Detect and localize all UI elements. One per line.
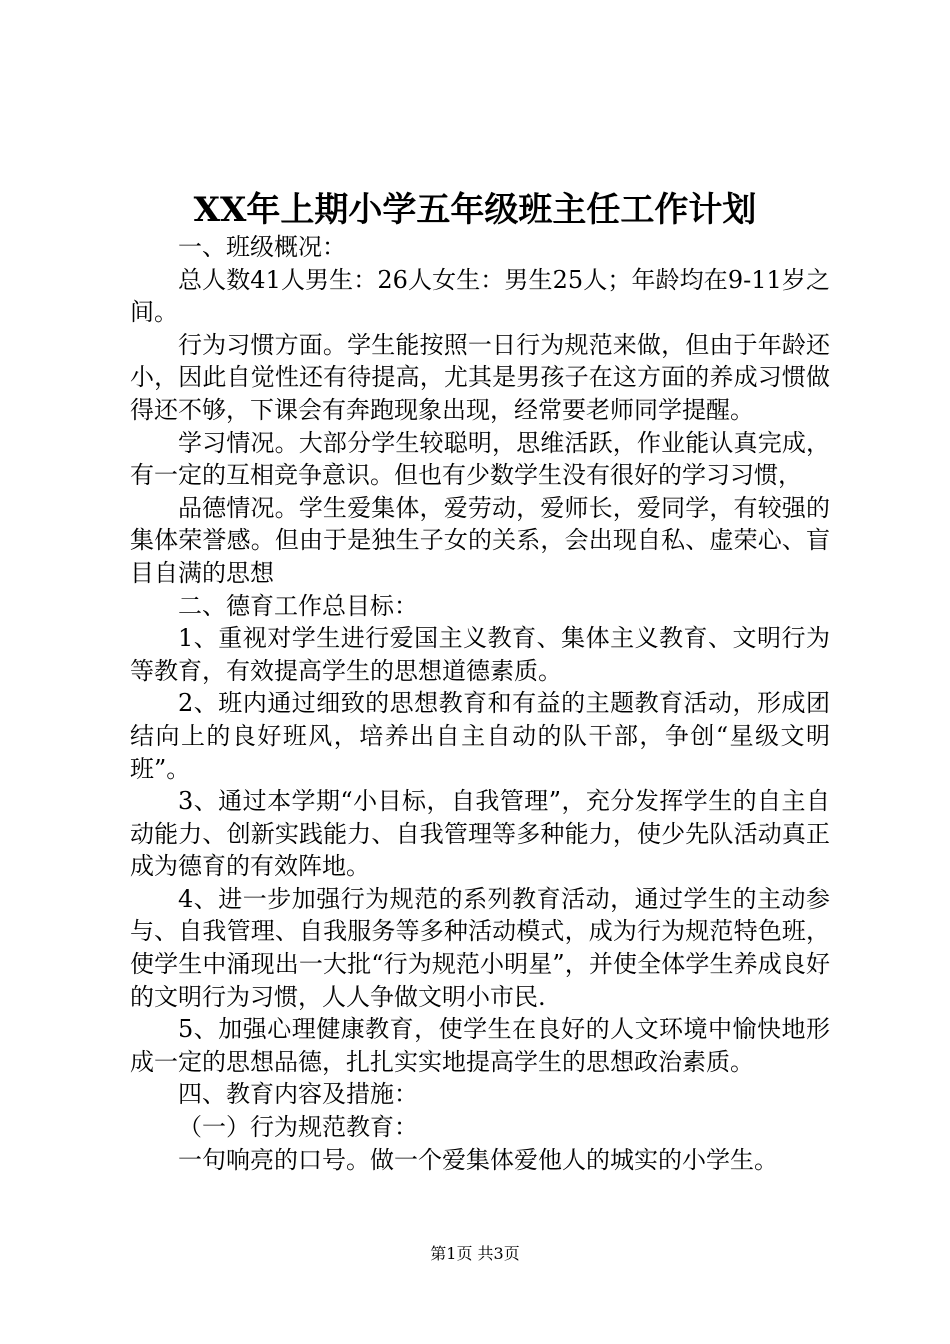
goal-item-5: 5、加强心理健康教育，使学生在良好的人文环境中愉快地形成一定的思想品德，扎扎实实地提高学生的思想政治素质。 — [130, 1015, 830, 1076]
goal-item-1: 1、重视对学生进行爱国主义教育、集体主义教育、文明行为等教育，有效提高学生的思想道德素质。 — [130, 624, 830, 685]
paragraph-learning-situation: 学习情况。大部分学生较聪明，思维活跃，作业能认真完成，有一定的互相竞争意识。但也有少数学生没有很好的学习习惯， — [130, 428, 830, 490]
paragraph-class-size: 总人数41人男生：26人女生：男生25人；年龄均在9-11岁之间。 — [130, 265, 830, 327]
paragraph-behavior-habits: 行为习惯方面。学生能按照一日行为规范来做，但由于年龄还小，因此自觉性还有待提高，尤其是男孩子在这方面的养成习惯做得还不够，下课会有奔跑现象出现，经常要老师同学提醒。 — [130, 330, 830, 424]
paragraph-slogan: 一句响亮的口号。做一个爱集体爱他人的城实的小学生。 — [178, 1145, 778, 1174]
section-heading-moral-goals: 二、德育工作总目标： — [178, 591, 418, 620]
document-body — [130, 231, 830, 1176]
section-heading-content-measures: 四、教育内容及措施： — [178, 1080, 418, 1109]
goal-item-3: 3、通过本学期“小目标，自我管理”，充分发挥学生的自主自动能力、创新实践能力、自我管理等多种能力，使少先队活动真正成为德育的有效阵地。 — [130, 787, 830, 881]
document-title: XX年上期小学五年级班主任工作计划 — [193, 190, 757, 230]
goal-item-2: 2、班内通过细致的思想教育和有益的主题教育活动，形成团结向上的良好班风，培养出自主自动的队干部，争创“星级文明班”。 — [130, 689, 830, 783]
section-heading-class-overview: 一、班级概况： — [178, 233, 346, 261]
page-number-footer: 第1页 共3页 — [430, 1244, 520, 1263]
paragraph-moral-character: 品德情况。学生爱集体，爱劳动，爱师长，爱同学，有较强的集体荣誉感。但由于是独生子女的关系，会出现自私、虚荣心、盲目自满的思想 — [130, 493, 830, 587]
goal-item-4: 4、进一步加强行为规范的系列教育活动，通过学生的主动参与、自我管理、自我服务等多种活动模式，成为行为规范特色班，使学生中涌现出一大批“行为规范小明星”，并使全体学生养成良好的文明行为习惯，人人争做文明小市民. — [130, 884, 830, 1011]
subsection-heading-behavior-education: （一）行为规范教育： — [178, 1113, 418, 1142]
